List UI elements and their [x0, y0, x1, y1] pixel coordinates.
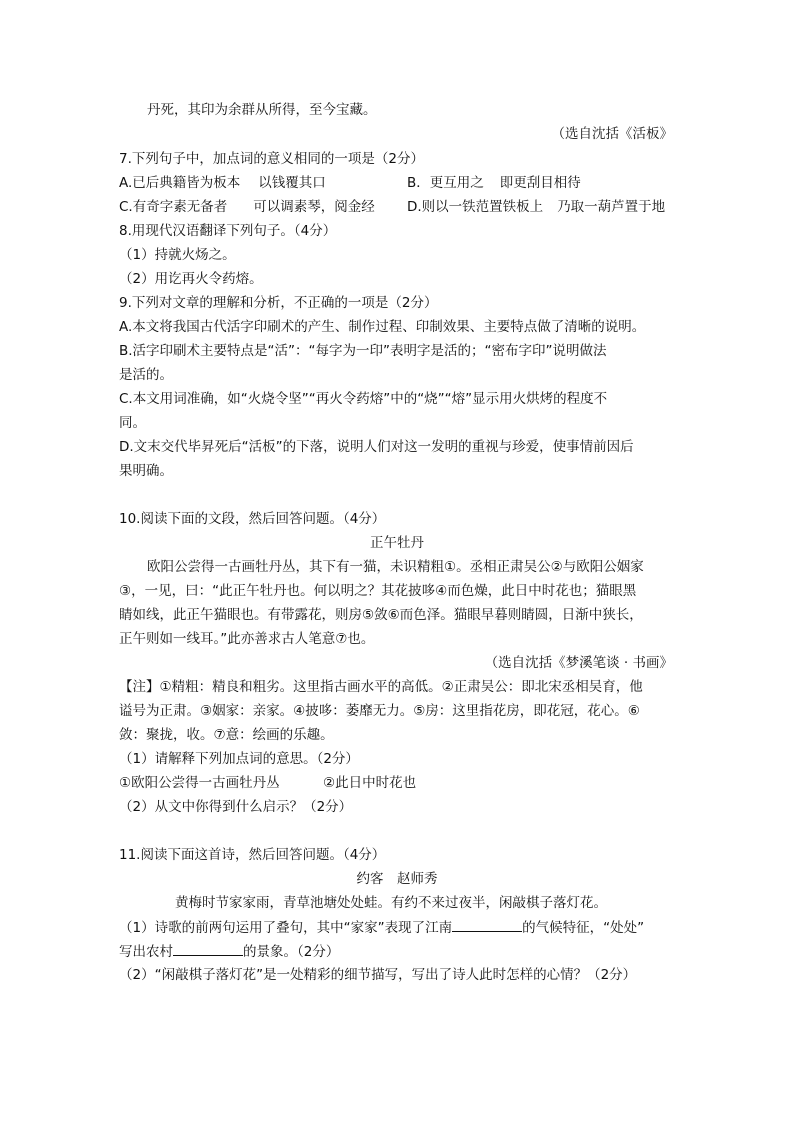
question-7-option-a — [119, 173, 326, 193]
question-9-option-c: C.本文用词准确，如“火烧令坚”“再火令药熔”中的“烧”“熔”显示用火烘烤的程度不 — [119, 391, 608, 407]
question-10-word-1: ①欧阳公尝得一古画牡丹丛 — [119, 775, 280, 791]
answer-blank[interactable] — [452, 917, 522, 932]
passage-line: 欧阳公尝得一古画牡丹丛，其下有一猫，未识精粗①。丞相正肃吴公②与欧阳公姻家 — [147, 559, 644, 575]
option-text: D.则以一铁范置铁板上 — [407, 199, 544, 215]
source-citation: （选自沈括《梦溪笔谈 · 书画》 — [484, 655, 673, 671]
question-text: 写出农村 — [119, 944, 173, 960]
question-10-sub-1: （1）请解释下列加点词的意思。（2分） — [119, 751, 359, 767]
question-8-stem: 8.用现代汉语翻译下列句子。（4分） — [119, 223, 337, 239]
question-9-option-d-cont: 果明确。 — [119, 463, 173, 479]
option-text: C.有奇字素无备者 — [119, 199, 228, 215]
option-text: B．更互用之 — [407, 175, 484, 191]
option-text: 以钱覆其口 — [258, 175, 326, 191]
option-text: 乃取一葫芦置于地 — [557, 199, 666, 215]
question-11-sub-1-cont — [119, 941, 339, 962]
question-8-sub-2: （2）用讫再火令药熔。 — [119, 271, 263, 287]
question-10-sub-2: （2）从文中你得到什么启示？（2分） — [119, 799, 353, 815]
question-9-option-d: D.文末交代毕昇死后“活板”的下落，说明人们对这一发明的重视与珍爱，使事情前因后 — [119, 439, 634, 455]
poem-title: 约客 赵师秀 — [356, 871, 438, 887]
option-text: A.已后典籍皆为板本 — [119, 175, 241, 191]
question-9-stem: 9.下列对文章的理解和分析，不正确的一项是（2分） — [119, 295, 438, 311]
option-text: 可以调素琴，阅金经 — [253, 199, 375, 215]
answer-blank[interactable] — [173, 941, 243, 956]
question-7-stem: 7.下列句子中，加点词的意义相同的一项是（2分） — [119, 151, 424, 167]
passage-line: 丹死，其印为余群从所得，至今宝藏。 — [147, 102, 377, 118]
annotation-note: 【注】①精粗：精良和粗劣。这里指古画水平的高低。②正肃吴公：即北宋丞相吴育，他 — [119, 679, 643, 695]
passage-line: 睛如线，此正午猫眼也。有带露花，则房⑤敛⑥而色泽。猫眼早暮则睛圆，日渐中狭长， — [119, 607, 643, 623]
question-9-option-b: B.活字印刷术主要特点是“活”：“每字为一印”表明字是活的；“密布字印”说明做法 — [119, 343, 607, 359]
annotation-note: 敛：聚拢，收。⑦意：绘画的乐趣。 — [119, 727, 334, 743]
question-9-option-b-cont: 是活的。 — [119, 367, 173, 383]
source-citation: （选自沈括《活板》 — [551, 126, 673, 142]
annotation-note: 谥号为正肃。③姻家：亲家。④披哆：萎靡无力。⑤房：这里指花房，即花冠，花心。⑥ — [119, 703, 640, 719]
question-11-sub-2: （2）“闲敲棋子落灯花”是一处精彩的细节描写，写出了诗人此时怎样的心情？（2分） — [119, 967, 637, 983]
poem-text: 黄梅时节家家雨，青草池塘处处蛙。有约不来过夜半，闲敲棋子落灯花。 — [175, 895, 607, 911]
passage-line: 正午则如一线耳。”此亦善求古人笔意⑦也。 — [119, 631, 375, 647]
question-text: （1）诗歌的前两句运用了叠句，其中“家家”表现了江南 — [119, 920, 453, 936]
question-8-sub-1: （1）持就火炀之。 — [119, 247, 236, 263]
question-11-stem: 11.阅读下面这首诗，然后回答问题。（4分） — [119, 847, 386, 863]
option-text: 即更刮目相待 — [499, 175, 581, 191]
question-7-option-c — [119, 197, 375, 217]
question-7-option-b — [407, 173, 581, 193]
question-9-option-a: A.本文将我国古代活字印刷术的产生、制作过程、印制效果、主要特点做了清晰的说明。 — [119, 319, 646, 335]
question-7-option-d — [407, 197, 665, 217]
passage-line: ③，一见，曰：“此正午牡丹也。何以明之？其花披哆④而色燥，此日中时花也；猫眼黑 — [119, 583, 637, 599]
question-11-sub-1 — [119, 917, 644, 938]
passage-title: 正午牡丹 — [370, 535, 424, 551]
question-9-option-c-cont: 同。 — [119, 415, 146, 431]
question-text: 的景象。（2分） — [243, 944, 340, 960]
question-text: 的气候特征，“处处” — [522, 920, 645, 936]
question-10-word-2: ②此日中时花也 — [323, 775, 417, 791]
question-10-stem: 10.阅读下面的文段，然后回答问题。（4分） — [119, 511, 386, 527]
